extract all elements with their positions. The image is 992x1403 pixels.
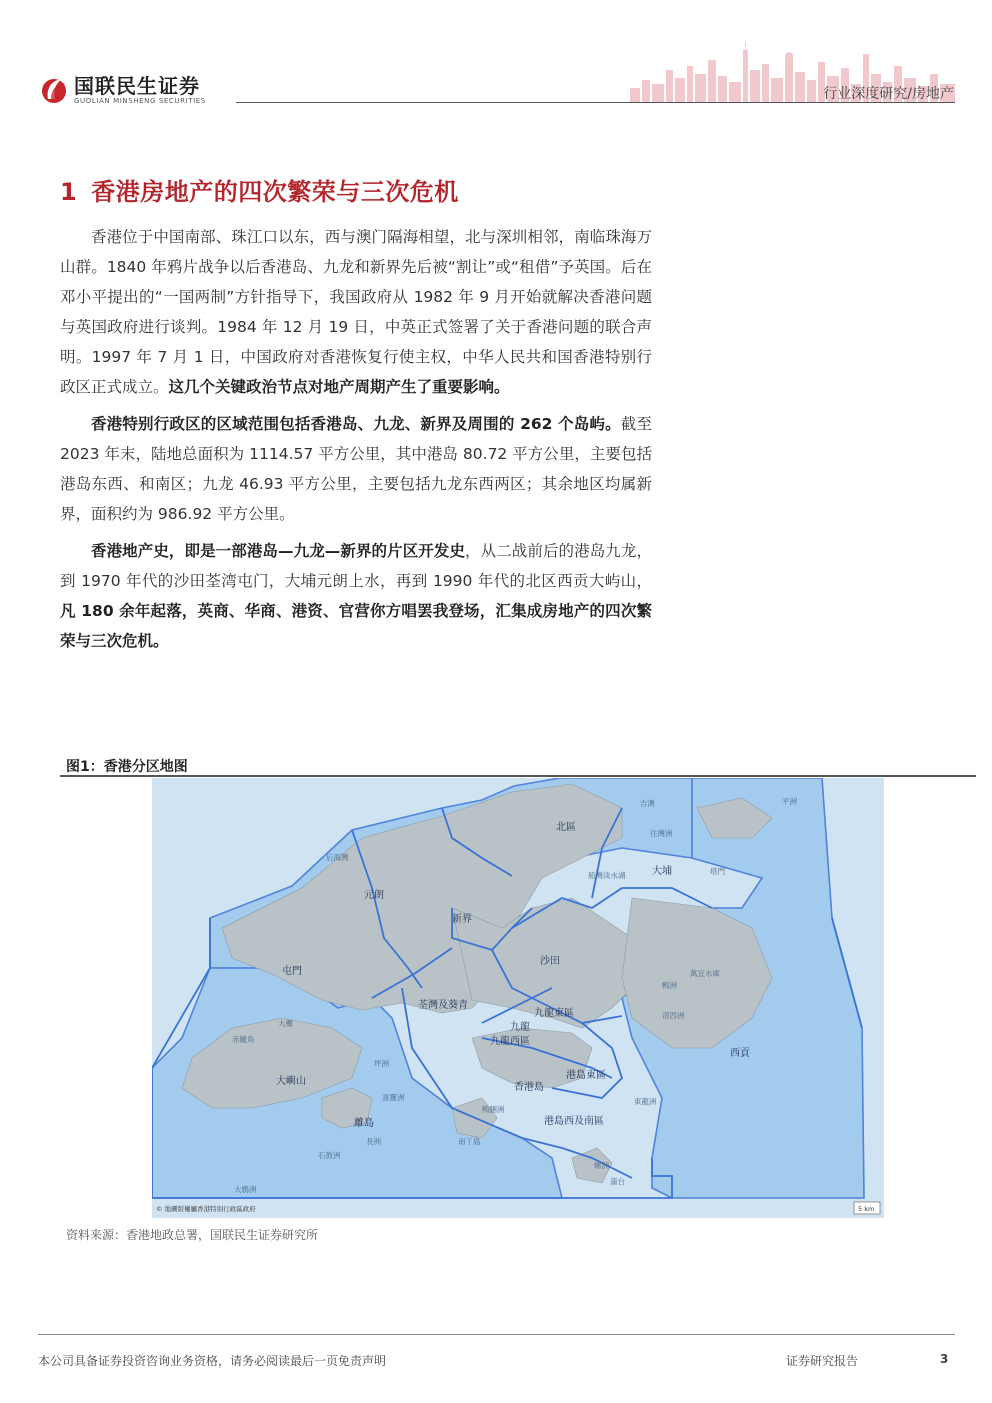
logo-english-name: GUOLIAN MINSHENG SECURITIES — [74, 96, 206, 105]
map-place-label: 鴨脷洲 — [482, 1105, 505, 1114]
body-text — [60, 222, 652, 663]
footer-report-type: 证券研究报告 — [786, 1354, 859, 1368]
map-place-label: 赤鱲角 — [232, 1035, 255, 1044]
map-label-sai-kung: 西貢 — [730, 1048, 750, 1059]
section-title: 香港房地产的四次繁荣与三次危机 — [91, 178, 459, 206]
map-place-label: 平洲 — [782, 797, 797, 806]
map-label-lantau: 大嶼山 — [276, 1076, 306, 1087]
map-label-tuen-mun: 屯門 — [282, 966, 302, 977]
map-place-label: 滘西洲 — [662, 1011, 685, 1020]
company-logo-icon — [38, 74, 70, 106]
map-label-kowloon-west: 九龍西區 — [490, 1036, 530, 1047]
map-place-label: 坪洲 — [374, 1059, 389, 1068]
map-place-label: 蒲台 — [610, 1177, 625, 1186]
map-place-label: 鴨洲 — [662, 981, 677, 990]
map-place-label: 喜靈洲 — [382, 1093, 405, 1102]
paragraph: 香港地产史，即是一部港岛—九龙—新界的片区开发史，从二战前后的港岛九龙，到 1970 年代的沙田荃湾屯门，大埔元朗上水，再到 1990 年代的北区西贡大屿山，凡 180 余年起落，英商、华商、港资、官营你方唱罢我登场，汇集成房地产的四次繁荣与三次危机。 — [60, 542, 652, 650]
paragraph: 香港特别行政区的区域范围包括香港岛、九龙、新界及周围的 262 个岛屿。截至 2023 年末，陆地总面积为 1114.57 平方公里，其中港岛 80.72 平方公里，主要包括港岛东西、和南区；九龙 46.93 平方公里，主要包括九龙东西两区；其余地区均属新界，面积约为 986.92 平方公里。 — [60, 415, 652, 523]
map-label-kowloon-east: 九龍東區 — [534, 1008, 574, 1019]
map-place-label: 吉澳 — [640, 799, 655, 808]
map-copyright: © 地圖版權屬香港特別行政區政府 — [156, 1205, 256, 1213]
map-label-new-territories: 新界 — [452, 914, 472, 925]
section-number: 1 — [60, 178, 78, 206]
map-place-label: 后海灣 — [326, 853, 349, 862]
logo-chinese-name: 国联民生证券 — [74, 73, 200, 98]
map-label-tai-po: 大埔 — [652, 866, 672, 877]
map-label-sha-tin: 沙田 — [540, 956, 560, 967]
paragraph: 香港位于中国南部、珠江口以东，西与澳门隔海相望，北与深圳相邻，南临珠海万山群。1840 年鸦片战争以后香港岛、九龙和新界先后被“割让”或“租借”予英国。后在邓小平提出的“一国两制”方针指导下，我国政府从 1982 年 9 月开始就解决香港问题与英国政府进行谈判。1984 年 12 月 19 日，中英正式签署了关于香港问题的联合声明。1997 年 7 月 1 日，中国政府对香港恢复行使主权，中华人民共和国香港特别行政区正式成立。这几个关键政治节点对地产周期产生了重要影响。 — [60, 228, 652, 396]
map-label-tsuen-wan: 荃灣及葵青 — [418, 1000, 468, 1011]
company-logo — [38, 70, 206, 110]
map-scale: 5 km — [858, 1205, 875, 1213]
map-place-label: 螺洲 — [594, 1161, 609, 1170]
footer-divider — [38, 1334, 955, 1335]
page-number: 3 — [940, 1352, 949, 1366]
map-place-label: 石鼓洲 — [318, 1151, 341, 1160]
map-place-label: 大欖 — [278, 1019, 293, 1028]
section-heading — [60, 172, 459, 207]
map-label-yuen-long: 元朗 — [364, 890, 384, 901]
map-label-islands: 離島 — [354, 1118, 374, 1129]
map-place-label: 往灣洲 — [650, 829, 673, 838]
figure-divider — [60, 775, 976, 777]
map-label-hk-south: 港島西及南區 — [544, 1116, 604, 1127]
map-place-label: 大鴉洲 — [234, 1185, 257, 1194]
map-label-kowloon: 九龍 — [510, 1022, 530, 1033]
map-label-north: 北區 — [556, 822, 576, 833]
map-place-label: 塔門 — [710, 867, 725, 876]
map-place-label: 船灣淡水湖 — [588, 871, 626, 880]
map-place-label: 東龍洲 — [634, 1097, 657, 1106]
figure-title: 图1：香港分区地图 — [66, 759, 188, 775]
footer-disclaimer: 本公司具备证券投资咨询业务资格，请务必阅读最后一页免责声明 — [38, 1354, 387, 1368]
map-place-label: 萬宜水庫 — [690, 969, 720, 978]
report-category: 行业深度研究/房地产 — [823, 86, 954, 102]
map-label-hk-east: 港島東區 — [566, 1070, 606, 1081]
map-place-label: 南丫島 — [458, 1137, 481, 1146]
figure-source: 资料来源：香港地政总署，国联民生证券研究所 — [66, 1228, 319, 1242]
hong-kong-district-map — [152, 778, 884, 1218]
map-place-label: 長洲 — [366, 1137, 381, 1146]
map-label-hk-island: 香港島 — [514, 1082, 544, 1093]
